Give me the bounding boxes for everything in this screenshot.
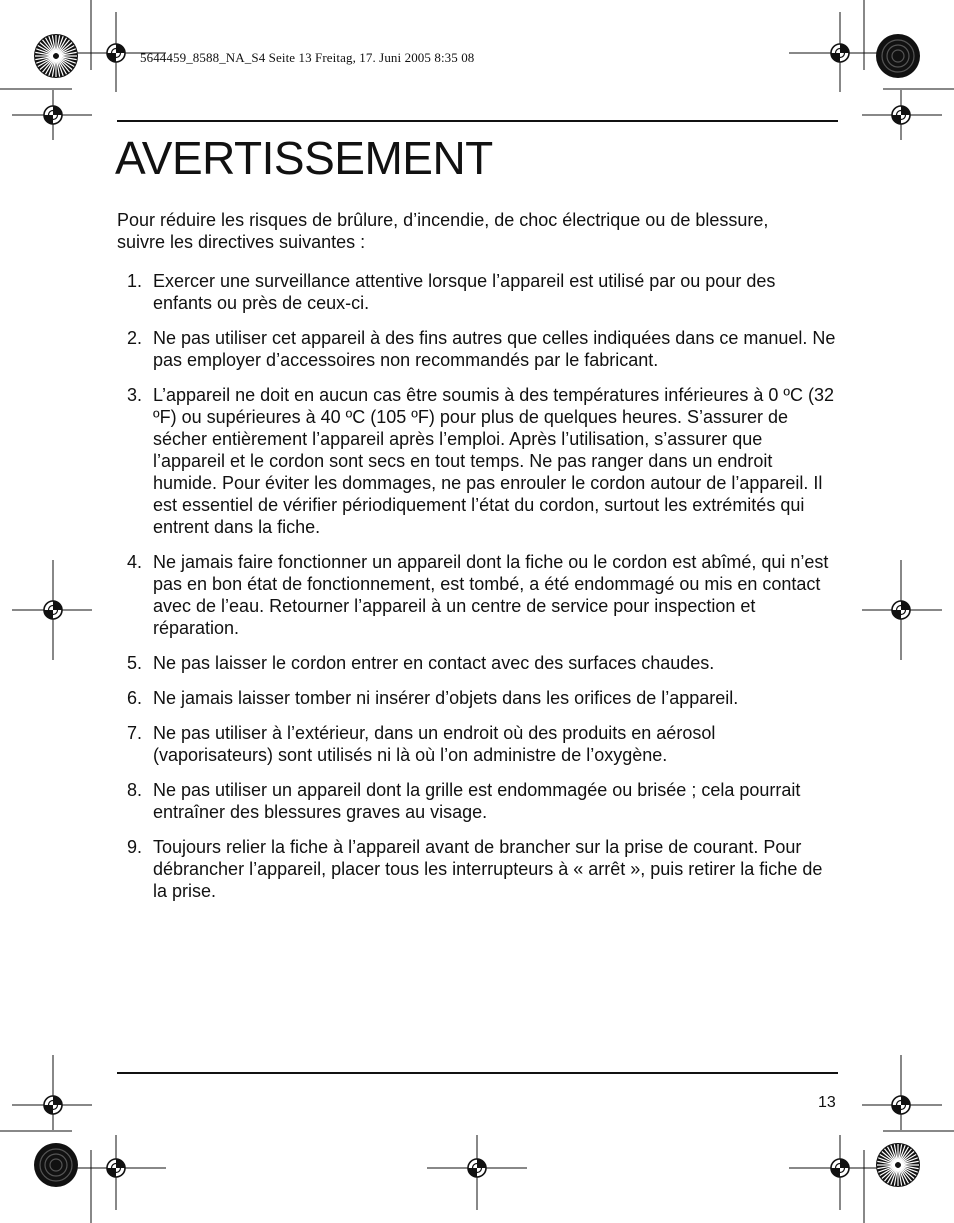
list-item xyxy=(117,327,837,371)
item-number: 3. xyxy=(127,385,143,405)
item-number: 7. xyxy=(127,723,143,743)
page-number: 13 xyxy=(818,1094,836,1111)
list-item xyxy=(117,551,837,639)
intro-paragraph: Pour réduire les risques de brûlure, d’incendie, de choc électrique ou de blessure, suivre les directives suivantes : xyxy=(117,210,769,252)
list-item xyxy=(117,687,837,709)
item-text: Ne jamais faire fonctionner un appareil dont la fiche ou le cordon est abîmé, qui n’est pas en bon état de fonctionnement, est tombé, a été endommagé ou mis en contact avec de l’eau. Retourner l’appareil à un centre de service pour inspection et réparation. xyxy=(153,552,829,638)
item-text: Ne pas utiliser cet appareil à des fins autres que celles indiquées dans ce manuel. Ne pas employer d’accessoires non recommandés par le fabricant. xyxy=(153,328,836,370)
item-number: 1. xyxy=(127,271,143,291)
list-item xyxy=(117,652,837,674)
list-item xyxy=(117,384,837,538)
item-number: 9. xyxy=(127,837,143,857)
item-text: Exercer une surveillance attentive lorsque l’appareil est utilisé par ou pour des enfants ou près de ceux-ci. xyxy=(153,271,776,313)
warning-list xyxy=(117,270,837,915)
top-rule xyxy=(117,120,838,122)
item-text: Toujours relier la fiche à l’appareil avant de brancher sur la prise de courant. Pour débrancher l’appareil, placer tous les interrupteurs à « arrêt », puis retirer la fiche de la prise. xyxy=(153,837,823,901)
list-item xyxy=(117,836,837,902)
list-item xyxy=(117,270,837,314)
item-text: Ne pas utiliser un appareil dont la grille est endommagée ou brisée ; cela pourrait entraîner des blessures graves au visage. xyxy=(153,780,801,822)
list-item xyxy=(117,779,837,823)
item-text: L’appareil ne doit en aucun cas être soumis à des températures inférieures à 0 ºC (32 ºF) ou supérieures à 40 ºC (105 ºF) pour plus de quelques heures. S’assurer de sécher entièrement l’appareil après l’emploi. Après l’utilisation, s’assurer que l’appareil et le cordon sont secs en tout temps. Ne pas ranger dans un endroit humide. Pour éviter les dommages, ne pas enrouler le cordon autour de l’appareil. Il est essentiel de vérifier périodiquement l’état du cordon, surtout les extrémités qui entrent dans la fiche. xyxy=(153,385,834,537)
item-number: 5. xyxy=(127,653,143,673)
item-text: Ne pas utiliser à l’extérieur, dans un endroit où des produits en aérosol (vaporisateurs) sont utilisés ni là où l’on administre de l’oxygène. xyxy=(153,723,716,765)
bottom-rule xyxy=(117,1072,838,1074)
print-slug: 5644459_8588_NA_S4 Seite 13 Freitag, 17. Juni 2005 8:35 08 xyxy=(140,50,475,65)
item-text: Ne pas laisser le cordon entrer en contact avec des surfaces chaudes. xyxy=(153,653,715,673)
item-number: 6. xyxy=(127,688,143,708)
item-number: 8. xyxy=(127,780,143,800)
page-title: AVERTISSEMENT xyxy=(115,132,493,184)
item-number: 2. xyxy=(127,328,143,348)
item-text: Ne jamais laisser tomber ni insérer d’objets dans les orifices de l’appareil. xyxy=(153,688,739,708)
item-number: 4. xyxy=(127,552,143,572)
list-item xyxy=(117,722,837,766)
